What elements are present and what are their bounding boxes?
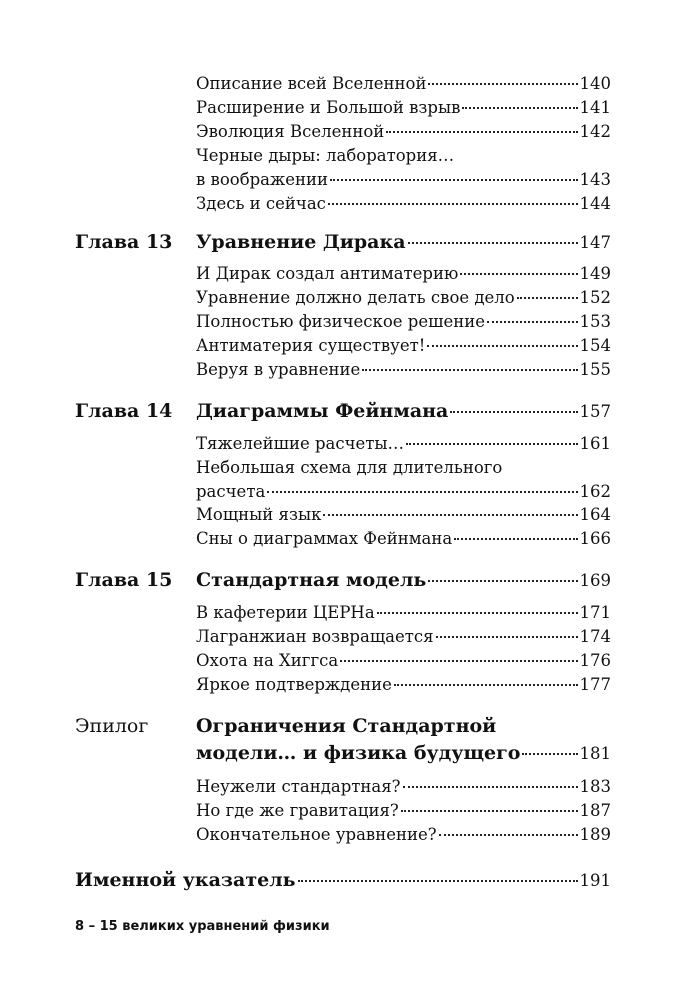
dot-leader bbox=[517, 297, 578, 299]
dot-leader bbox=[298, 880, 578, 882]
toc-entry-title: Здесь и сейчас bbox=[196, 194, 326, 213]
toc-entry-title-line1: Небольшая схема для длительного bbox=[196, 458, 503, 477]
toc-entry bbox=[196, 310, 611, 334]
toc-entry-page: 143 bbox=[579, 170, 611, 189]
toc-entry bbox=[196, 799, 611, 823]
dot-leader bbox=[330, 179, 578, 181]
chapter-title: Стандартная модель bbox=[196, 569, 427, 591]
toc-entry-title: Полностью физическое решение bbox=[196, 312, 485, 331]
toc-entry-title: Сны о диаграммах Фейнмана bbox=[196, 529, 453, 548]
toc-entry-page: 141 bbox=[579, 98, 611, 117]
chapter-heading bbox=[196, 229, 611, 255]
dot-leader bbox=[323, 514, 577, 516]
dot-leader bbox=[401, 810, 578, 812]
toc-entry bbox=[196, 358, 611, 382]
dot-leader bbox=[439, 834, 578, 836]
dot-leader bbox=[403, 786, 578, 788]
toc-entry bbox=[196, 432, 611, 456]
toc-entry-title: Охота на Хиггса bbox=[196, 651, 339, 670]
toc-entry-page: 153 bbox=[579, 312, 611, 331]
chapter-label: Глава 14 bbox=[75, 400, 173, 422]
toc-entry-title: Уравнение должно делать свое дело bbox=[196, 288, 515, 307]
chapter-heading bbox=[196, 567, 611, 593]
toc-entry-title: Неужели стандартная? bbox=[196, 777, 401, 796]
toc-entry bbox=[196, 649, 611, 673]
toc-entry-page: 177 bbox=[579, 675, 611, 694]
dot-leader bbox=[487, 321, 578, 323]
dot-leader bbox=[428, 83, 577, 85]
toc-entry-title: Но где же гравитация? bbox=[196, 801, 399, 820]
toc-entry-page: 149 bbox=[579, 264, 611, 283]
toc-entry-page: 152 bbox=[579, 288, 611, 307]
toc-entry-title: Антиматерия существует! bbox=[196, 336, 426, 355]
toc-entry-title: в воображении bbox=[196, 170, 328, 189]
dot-leader bbox=[267, 491, 577, 493]
toc-entry-title: Яркое подтверждение bbox=[196, 675, 392, 694]
toc-entry bbox=[196, 334, 611, 358]
dot-leader bbox=[450, 411, 577, 413]
epilogue-title-line1: Ограничения Стандартной bbox=[196, 715, 497, 737]
toc-entry-page: 174 bbox=[579, 627, 611, 646]
toc-entry bbox=[196, 775, 611, 799]
dot-leader bbox=[362, 369, 577, 371]
toc-entry bbox=[196, 527, 611, 551]
dot-leader bbox=[406, 443, 577, 445]
toc-entry-title: Окончательное уравнение? bbox=[196, 825, 437, 844]
toc-entry-title: Описание всей Вселенной bbox=[196, 74, 427, 93]
dot-leader bbox=[427, 345, 577, 347]
dot-leader bbox=[394, 684, 578, 686]
chapter-title: Уравнение Дирака bbox=[196, 231, 406, 253]
dot-leader bbox=[340, 660, 577, 662]
dot-leader bbox=[386, 131, 577, 133]
toc-entry-page: 161 bbox=[579, 434, 611, 453]
toc-entry bbox=[196, 72, 611, 96]
toc-entry-page: 162 bbox=[579, 482, 611, 501]
toc-entry bbox=[196, 625, 611, 649]
toc-entry-title: Мощный язык bbox=[196, 505, 322, 524]
toc-entry bbox=[196, 673, 611, 697]
toc-entry-title: Тяжелейшие расчеты… bbox=[196, 434, 405, 453]
toc-entry-page: 144 bbox=[579, 194, 611, 213]
toc-entry-page: 166 bbox=[579, 529, 611, 548]
toc-entry-page: 171 bbox=[579, 603, 611, 622]
dot-leader bbox=[522, 753, 577, 755]
toc-entry-title: Расширение и Большой взрыв bbox=[196, 98, 461, 117]
dot-leader bbox=[377, 612, 578, 614]
chapter-page: 181 bbox=[579, 744, 611, 763]
dot-leader bbox=[328, 203, 578, 205]
dot-leader bbox=[460, 273, 577, 275]
toc-entry bbox=[196, 503, 611, 527]
toc-entry-title-line1: Черные дыры: лаборатория… bbox=[196, 146, 455, 165]
toc-entry bbox=[196, 262, 611, 286]
toc-entry-page: 189 bbox=[579, 825, 611, 844]
toc-entry-page: 154 bbox=[579, 336, 611, 355]
toc-entry bbox=[196, 120, 611, 144]
index-title: Именной указатель bbox=[75, 869, 296, 891]
toc-entry bbox=[196, 96, 611, 120]
toc-entry bbox=[196, 601, 611, 625]
toc-entry-page: 140 bbox=[579, 74, 611, 93]
toc-entry-page: 142 bbox=[579, 122, 611, 141]
dot-leader bbox=[408, 242, 578, 244]
toc-entry bbox=[196, 823, 611, 847]
chapter-label: Глава 13 bbox=[75, 231, 173, 253]
chapter-page: 147 bbox=[579, 233, 611, 252]
toc-entry-title: Веруя в уравнение bbox=[196, 360, 361, 379]
chapter-title: Диаграммы Фейнмана bbox=[196, 400, 449, 422]
toc-entry bbox=[196, 286, 611, 310]
chapter-heading bbox=[196, 740, 611, 766]
toc-entry bbox=[196, 192, 611, 216]
toc-entry bbox=[196, 168, 611, 192]
chapter-label: Глава 15 bbox=[75, 569, 173, 591]
toc-entry-title: В кафетерии ЦЕРНа bbox=[196, 603, 375, 622]
toc-entry bbox=[196, 480, 611, 504]
chapter-page: 169 bbox=[579, 571, 611, 590]
dot-leader bbox=[462, 107, 577, 109]
toc-entry-title: расчета bbox=[196, 482, 266, 501]
page-footer: 8 – 15 великих уравнений физики bbox=[75, 919, 330, 934]
dot-leader bbox=[436, 636, 578, 638]
toc-entry-title: Лагранжиан возвращается bbox=[196, 627, 434, 646]
toc-entry-title: И Дирак создал антиматерию bbox=[196, 264, 459, 283]
index-page: 191 bbox=[579, 871, 611, 890]
toc-entry-page: 176 bbox=[579, 651, 611, 670]
chapter-page: 157 bbox=[579, 402, 611, 421]
epilogue-label: Эпилог bbox=[75, 715, 149, 737]
chapter-title: модели… и физика будущего bbox=[196, 742, 521, 764]
dot-leader bbox=[428, 580, 577, 582]
toc-entry-page: 183 bbox=[579, 777, 611, 796]
toc-entry-page: 155 bbox=[579, 360, 611, 379]
toc-entry-title: Эволюция Вселенной bbox=[196, 122, 385, 141]
dot-leader bbox=[454, 538, 577, 540]
toc-entry-page: 187 bbox=[579, 801, 611, 820]
chapter-heading bbox=[196, 398, 611, 424]
index-heading bbox=[75, 866, 611, 894]
toc-entry-page: 164 bbox=[579, 505, 611, 524]
